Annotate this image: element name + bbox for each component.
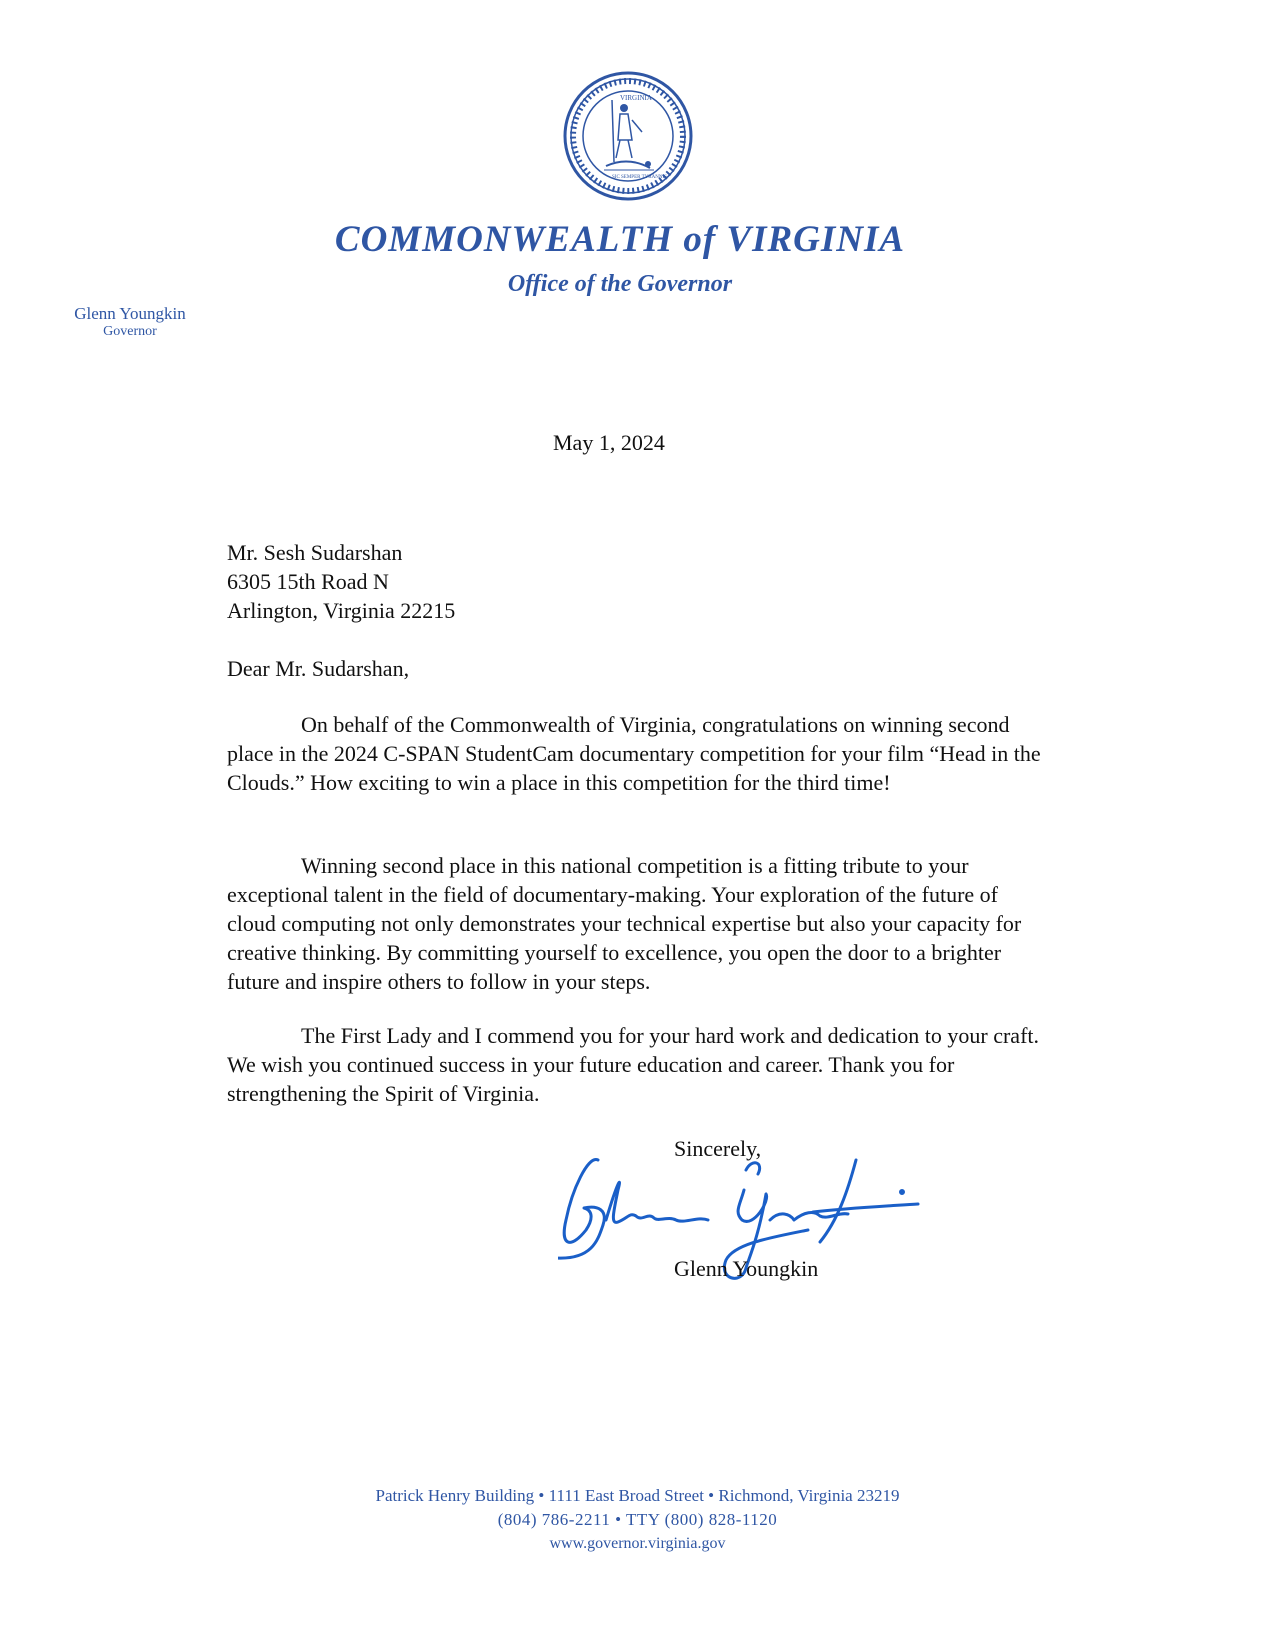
footer-website: www.governor.virginia.gov	[549, 1535, 726, 1552]
footer-address: Patrick Henry Building • 1111 East Broad Street • Richmond, Virginia 23219	[375, 1486, 900, 1505]
body-paragraph-2: Winning second place in this national competition is a fitting tribute to your exceptional talent in the field of documentary-making. Your exploration of the future of cloud computing not only demonstrates your technical expertise but also your capacity for creative thinking. By committing yourself to excellence, you open the door to a brighter future and inspire others to follow in your steps.	[227, 853, 1022, 994]
salutation: Dear Mr. Sudarshan,	[227, 656, 410, 681]
body-paragraph-1: On behalf of the Commonwealth of Virginia, congratulations on winning second place in the 2024 C-SPAN StudentCam documentary competition for your film “Head in the Clouds.” How exciting to win a place in this competition for the third time!	[227, 712, 1041, 795]
svg-text:SIC SEMPER TYRANNIS: SIC SEMPER TYRANNIS	[612, 175, 667, 180]
body-paragraph-3: The First Lady and I commend you for your hard work and dedication to your craft. We wish you continued success in your future education and career. Thank you for strengthening the Spirit of Virginia.	[227, 1023, 1040, 1106]
recipient-city: Arlington, Virginia 22215	[227, 598, 456, 623]
letterhead-subtitle: Office of the Governor	[507, 271, 733, 297]
recipient-name: Mr. Sesh Sudarshan	[227, 540, 403, 565]
handwritten-signature	[558, 1150, 958, 1345]
closing: Sincerely,	[674, 1136, 762, 1161]
recipient-address	[227, 538, 455, 625]
virginia-seal-icon	[562, 70, 694, 202]
signed-name: Glenn Youngkin	[674, 1256, 819, 1281]
footer-phone: (804) 786-2211 • TTY (800) 828-1120	[497, 1510, 778, 1529]
letter-date: May 1, 2024	[553, 430, 665, 455]
svg-text:VIRGINIA: VIRGINIA	[620, 94, 652, 102]
recipient-street: 6305 15th Road N	[227, 569, 389, 594]
governor-title: Governor	[103, 324, 157, 339]
letterhead-title: COMMONWEALTH of VIRGINIA	[334, 219, 906, 260]
governor-name: Glenn Youngkin	[74, 304, 186, 323]
